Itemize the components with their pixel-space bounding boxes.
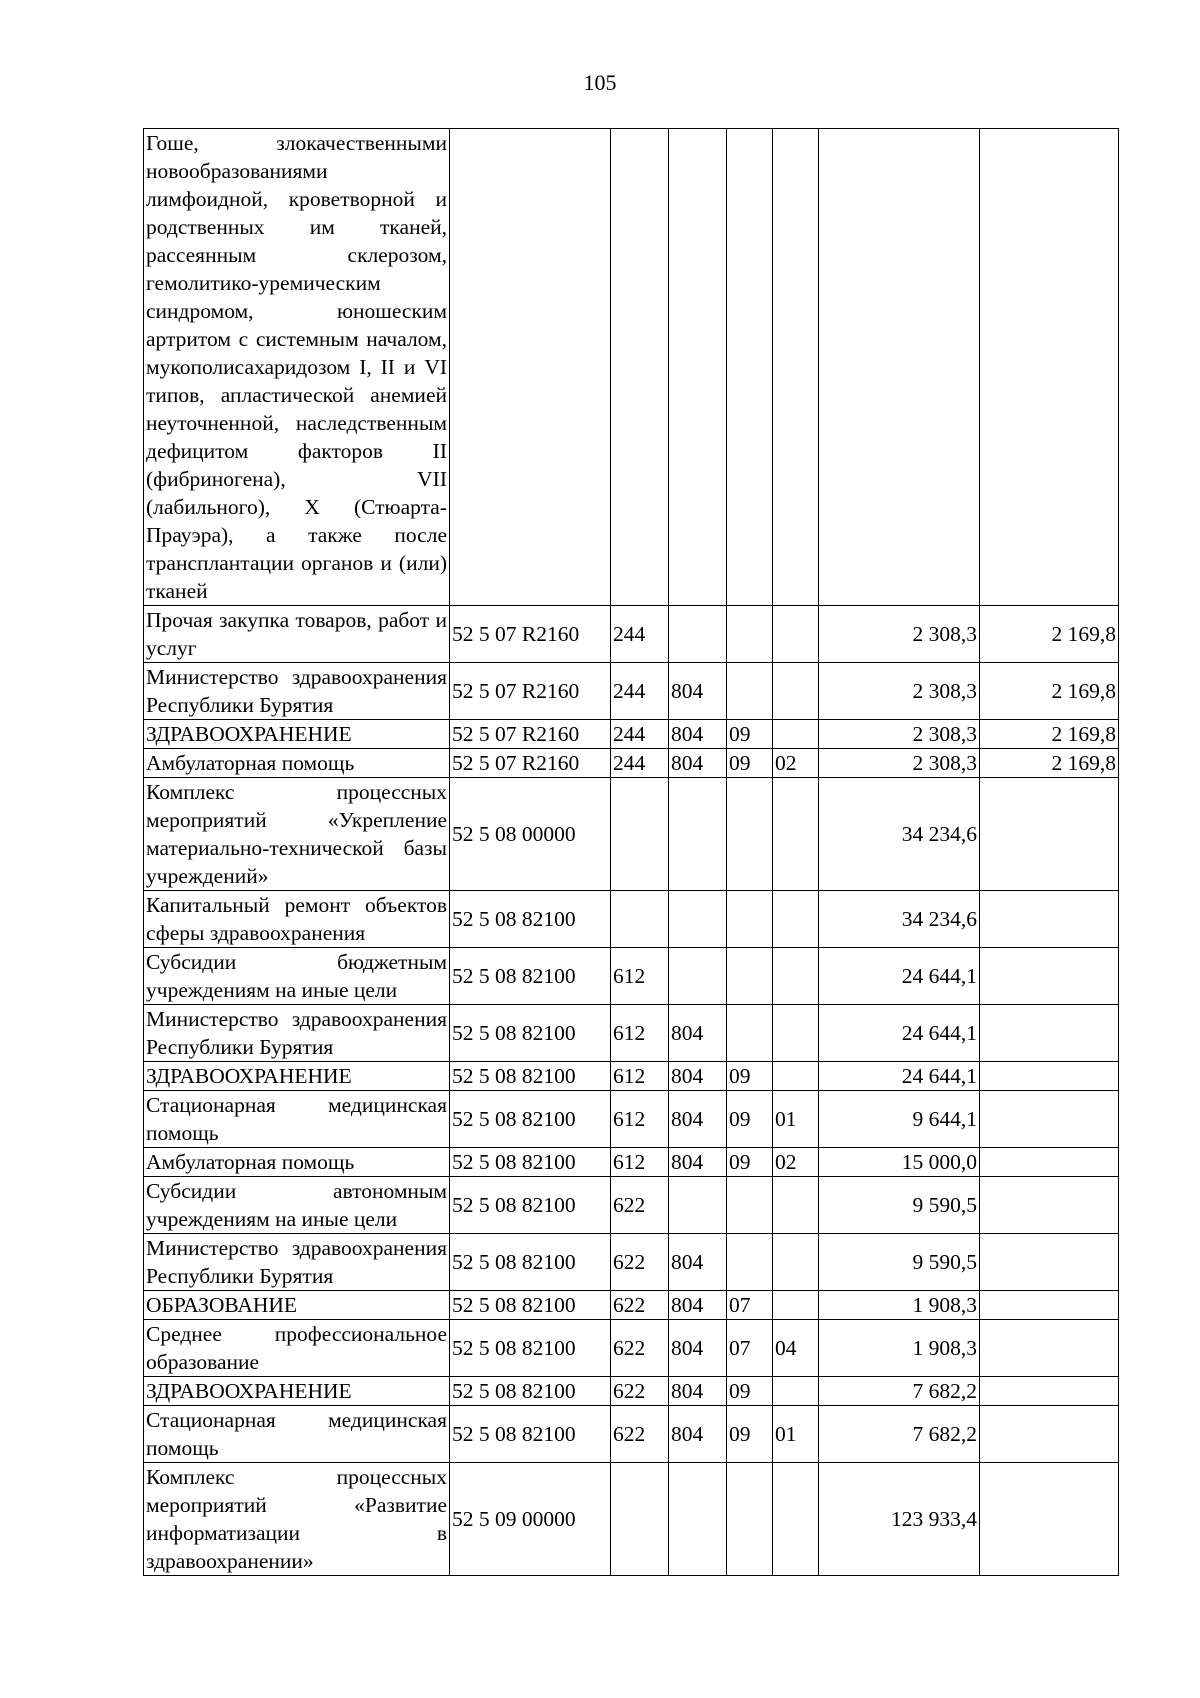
subsection-code-cell — [773, 1234, 819, 1291]
row-name-cell: ЗДРАВООХРАНЕНИЕ — [144, 720, 450, 749]
expense-type-code-cell: 612 — [611, 1062, 669, 1091]
table-row — [144, 1062, 1119, 1091]
table-row — [144, 778, 1119, 891]
amount-year1-cell: 123 933,4 — [819, 1463, 980, 1576]
table-row — [144, 606, 1119, 663]
target-article-code-cell: 52 5 08 82100 — [450, 1320, 611, 1377]
table-row — [144, 1005, 1119, 1062]
row-name-cell: Стационарная медицинская помощь — [144, 1406, 450, 1463]
subsection-code-cell — [773, 1291, 819, 1320]
expense-type-code-cell — [611, 891, 669, 948]
amount-year2-cell — [980, 1091, 1119, 1148]
subsection-code-cell: 01 — [773, 1091, 819, 1148]
ministry-code-cell: 804 — [669, 1234, 727, 1291]
ministry-code-cell: 804 — [669, 1377, 727, 1406]
expense-type-code-cell — [611, 778, 669, 891]
amount-year1-cell: 2 308,3 — [819, 720, 980, 749]
target-article-code-cell: 52 5 09 00000 — [450, 1463, 611, 1576]
subsection-code-cell — [773, 606, 819, 663]
expense-type-code-cell: 622 — [611, 1177, 669, 1234]
page-number: 105 — [583, 70, 617, 95]
target-article-code-cell: 52 5 08 82100 — [450, 1177, 611, 1234]
expense-type-code-cell: 244 — [611, 749, 669, 778]
target-article-code-cell: 52 5 08 82100 — [450, 1062, 611, 1091]
row-name-cell: Министерство здравоохранения Республики Бурятия — [144, 663, 450, 720]
table-row — [144, 1234, 1119, 1291]
amount-year2-cell — [980, 1062, 1119, 1091]
target-article-code-cell: 52 5 07 R2160 — [450, 606, 611, 663]
expense-type-code-cell: 244 — [611, 663, 669, 720]
row-name-cell: ЗДРАВООХРАНЕНИЕ — [144, 1377, 450, 1406]
subsection-code-cell — [773, 948, 819, 1005]
amount-year1-cell: 24 644,1 — [819, 1062, 980, 1091]
row-name-cell: Гоше, злокачественными новообразованиями лимфоидной, кроветворной и родственных им тканей, рассеянным склерозом, гемолитико-уремическим синдромом, юношеским артритом с системным началом, мукополисахаридозом I, II и VI типов, апластической анемией неуточненной, наследственным дефицитом факторов II (фибриногена), VII (лабильного), X (Стюарта-Прауэра), а также после трансплантации органов и (или) тканей — [144, 129, 450, 606]
ministry-code-cell: 804 — [669, 1062, 727, 1091]
ministry-code-cell: 804 — [669, 720, 727, 749]
amount-year2-cell — [980, 1177, 1119, 1234]
amount-year1-cell: 7 682,2 — [819, 1377, 980, 1406]
amount-year1-cell: 9 590,5 — [819, 1177, 980, 1234]
amount-year1-cell: 1 908,3 — [819, 1320, 980, 1377]
expense-type-code-cell: 612 — [611, 1091, 669, 1148]
ministry-code-cell: 804 — [669, 749, 727, 778]
target-article-code-cell — [450, 129, 611, 606]
ministry-code-cell — [669, 948, 727, 1005]
row-name-cell: Амбулаторная помощь — [144, 749, 450, 778]
subsection-code-cell: 01 — [773, 1406, 819, 1463]
target-article-code-cell: 52 5 08 82100 — [450, 1406, 611, 1463]
expense-type-code-cell: 622 — [611, 1320, 669, 1377]
target-article-code-cell: 52 5 08 82100 — [450, 1234, 611, 1291]
row-name-cell: Министерство здравоохранения Республики Бурятия — [144, 1234, 450, 1291]
subsection-code-cell — [773, 891, 819, 948]
subsection-code-cell — [773, 1062, 819, 1091]
section-code-cell — [727, 1177, 773, 1234]
amount-year2-cell — [980, 1463, 1119, 1576]
table-row — [144, 663, 1119, 720]
budget-table-body — [144, 129, 1119, 1576]
section-code-cell: 09 — [727, 1406, 773, 1463]
ministry-code-cell: 804 — [669, 1320, 727, 1377]
expense-type-code-cell: 622 — [611, 1291, 669, 1320]
amount-year2-cell — [980, 1005, 1119, 1062]
table-row — [144, 948, 1119, 1005]
target-article-code-cell: 52 5 08 00000 — [450, 778, 611, 891]
row-name-cell: Субсидии автономным учреждениям на иные цели — [144, 1177, 450, 1234]
amount-year2-cell: 2 169,8 — [980, 720, 1119, 749]
expense-type-code-cell — [611, 129, 669, 606]
row-name-cell: Стационарная медицинская помощь — [144, 1091, 450, 1148]
expense-type-code-cell: 244 — [611, 720, 669, 749]
amount-year2-cell — [980, 778, 1119, 891]
ministry-code-cell — [669, 129, 727, 606]
amount-year2-cell — [980, 1148, 1119, 1177]
amount-year1-cell: 24 644,1 — [819, 1005, 980, 1062]
amount-year1-cell: 24 644,1 — [819, 948, 980, 1005]
section-code-cell — [727, 1234, 773, 1291]
ministry-code-cell — [669, 778, 727, 891]
amount-year1-cell: 34 234,6 — [819, 891, 980, 948]
subsection-code-cell: 04 — [773, 1320, 819, 1377]
table-row — [144, 749, 1119, 778]
table-row — [144, 1463, 1119, 1576]
section-code-cell: 09 — [727, 1148, 773, 1177]
target-article-code-cell: 52 5 08 82100 — [450, 1148, 611, 1177]
subsection-code-cell — [773, 1377, 819, 1406]
row-name-cell: Капитальный ремонт объектов сферы здравоохранения — [144, 891, 450, 948]
table-row — [144, 1320, 1119, 1377]
table-row — [144, 1148, 1119, 1177]
ministry-code-cell: 804 — [669, 1091, 727, 1148]
ministry-code-cell: 804 — [669, 663, 727, 720]
ministry-code-cell — [669, 1463, 727, 1576]
amount-year2-cell — [980, 1406, 1119, 1463]
subsection-code-cell — [773, 1463, 819, 1576]
amount-year2-cell — [980, 1291, 1119, 1320]
section-code-cell — [727, 1463, 773, 1576]
amount-year2-cell: 2 169,8 — [980, 606, 1119, 663]
subsection-code-cell — [773, 1005, 819, 1062]
section-code-cell — [727, 663, 773, 720]
target-article-code-cell: 52 5 07 R2160 — [450, 720, 611, 749]
amount-year1-cell: 9 644,1 — [819, 1091, 980, 1148]
section-code-cell: 09 — [727, 1062, 773, 1091]
amount-year1-cell: 2 308,3 — [819, 606, 980, 663]
section-code-cell: 09 — [727, 720, 773, 749]
row-name-cell: Амбулаторная помощь — [144, 1148, 450, 1177]
row-name-cell: Комплекс процессных мероприятий «Укрепление материально-технической базы учреждений» — [144, 778, 450, 891]
budget-table — [143, 128, 1119, 1576]
amount-year1-cell: 15 000,0 — [819, 1148, 980, 1177]
amount-year1-cell: 34 234,6 — [819, 778, 980, 891]
section-code-cell — [727, 1005, 773, 1062]
ministry-code-cell: 804 — [669, 1291, 727, 1320]
amount-year2-cell — [980, 948, 1119, 1005]
table-row — [144, 1377, 1119, 1406]
row-name-cell: Субсидии бюджетным учреждениям на иные цели — [144, 948, 450, 1005]
section-code-cell — [727, 948, 773, 1005]
subsection-code-cell — [773, 778, 819, 891]
subsection-code-cell — [773, 129, 819, 606]
target-article-code-cell: 52 5 08 82100 — [450, 1091, 611, 1148]
target-article-code-cell: 52 5 07 R2160 — [450, 749, 611, 778]
amount-year2-cell — [980, 1377, 1119, 1406]
section-code-cell: 09 — [727, 749, 773, 778]
table-row — [144, 720, 1119, 749]
amount-year2-cell: 2 169,8 — [980, 749, 1119, 778]
section-code-cell — [727, 891, 773, 948]
section-code-cell: 09 — [727, 1091, 773, 1148]
expense-type-code-cell: 612 — [611, 948, 669, 1005]
amount-year1-cell: 2 308,3 — [819, 663, 980, 720]
amount-year2-cell — [980, 129, 1119, 606]
amount-year2-cell: 2 169,8 — [980, 663, 1119, 720]
amount-year2-cell — [980, 1320, 1119, 1377]
row-name-cell: Среднее профессиональное образование — [144, 1320, 450, 1377]
expense-type-code-cell: 622 — [611, 1406, 669, 1463]
ministry-code-cell: 804 — [669, 1406, 727, 1463]
subsection-code-cell: 02 — [773, 749, 819, 778]
expense-type-code-cell: 244 — [611, 606, 669, 663]
row-name-cell: ОБРАЗОВАНИЕ — [144, 1291, 450, 1320]
amount-year2-cell — [980, 1234, 1119, 1291]
amount-year1-cell — [819, 129, 980, 606]
expense-type-code-cell — [611, 1463, 669, 1576]
row-name-cell: ЗДРАВООХРАНЕНИЕ — [144, 1062, 450, 1091]
ministry-code-cell — [669, 1177, 727, 1234]
row-name-cell: Комплекс процессных мероприятий «Развитие информатизации в здравоохранении» — [144, 1463, 450, 1576]
section-code-cell — [727, 606, 773, 663]
ministry-code-cell — [669, 606, 727, 663]
target-article-code-cell: 52 5 08 82100 — [450, 1005, 611, 1062]
table-row — [144, 129, 1119, 606]
expense-type-code-cell: 622 — [611, 1377, 669, 1406]
ministry-code-cell: 804 — [669, 1005, 727, 1062]
subsection-code-cell — [773, 663, 819, 720]
section-code-cell: 09 — [727, 1377, 773, 1406]
subsection-code-cell: 02 — [773, 1148, 819, 1177]
target-article-code-cell: 52 5 08 82100 — [450, 1291, 611, 1320]
table-row — [144, 891, 1119, 948]
table-row — [144, 1091, 1119, 1148]
target-article-code-cell: 52 5 08 82100 — [450, 948, 611, 1005]
subsection-code-cell — [773, 1177, 819, 1234]
section-code-cell: 07 — [727, 1320, 773, 1377]
target-article-code-cell: 52 5 08 82100 — [450, 891, 611, 948]
subsection-code-cell — [773, 720, 819, 749]
target-article-code-cell: 52 5 08 82100 — [450, 1377, 611, 1406]
row-name-cell: Прочая закупка товаров, работ и услуг — [144, 606, 450, 663]
row-name-cell: Министерство здравоохранения Республики Бурятия — [144, 1005, 450, 1062]
table-row — [144, 1291, 1119, 1320]
section-code-cell: 07 — [727, 1291, 773, 1320]
table-row — [144, 1406, 1119, 1463]
section-code-cell — [727, 778, 773, 891]
target-article-code-cell: 52 5 07 R2160 — [450, 663, 611, 720]
ministry-code-cell — [669, 891, 727, 948]
amount-year1-cell: 9 590,5 — [819, 1234, 980, 1291]
amount-year2-cell — [980, 891, 1119, 948]
expense-type-code-cell: 622 — [611, 1234, 669, 1291]
expense-type-code-cell: 612 — [611, 1148, 669, 1177]
expense-type-code-cell: 612 — [611, 1005, 669, 1062]
ministry-code-cell: 804 — [669, 1148, 727, 1177]
section-code-cell — [727, 129, 773, 606]
table-row — [144, 1177, 1119, 1234]
amount-year1-cell: 2 308,3 — [819, 749, 980, 778]
amount-year1-cell: 1 908,3 — [819, 1291, 980, 1320]
amount-year1-cell: 7 682,2 — [819, 1406, 980, 1463]
